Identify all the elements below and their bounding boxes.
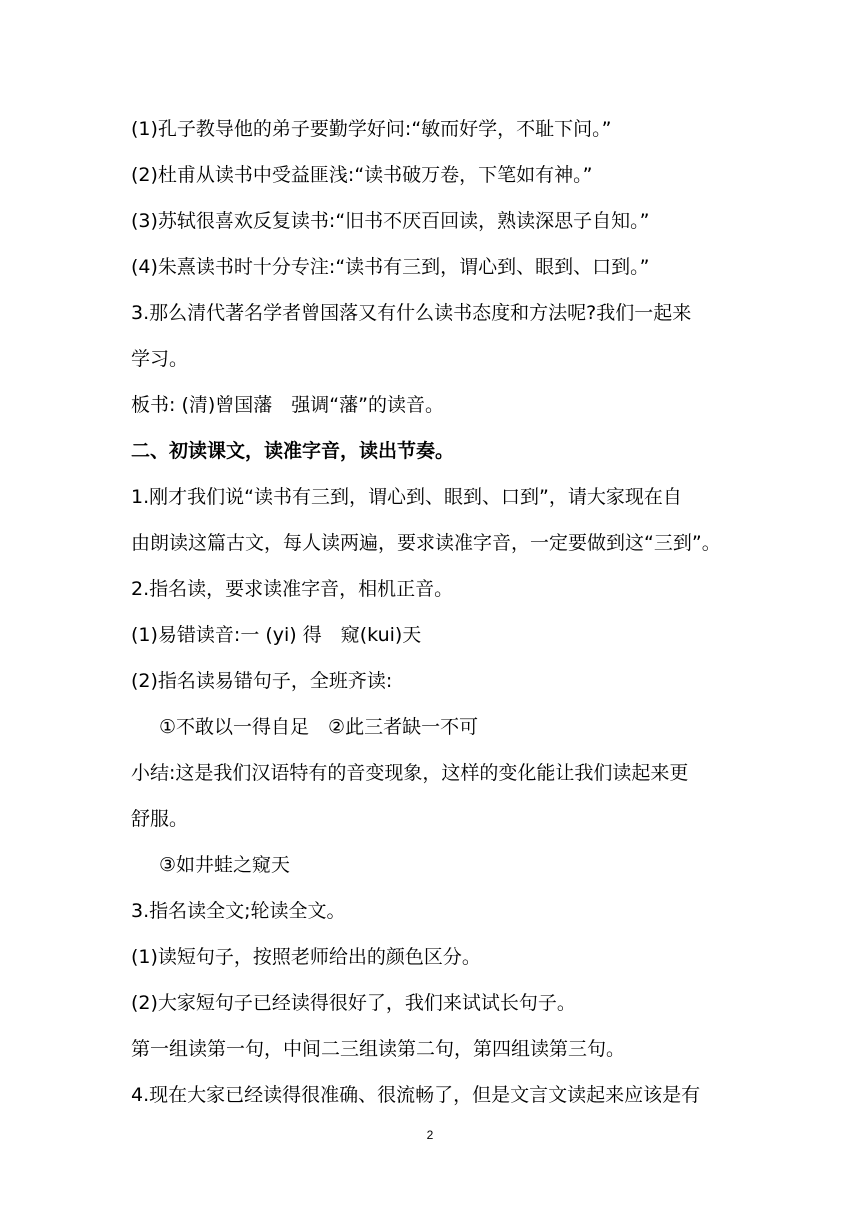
page-number: 2 (426, 1128, 434, 1142)
paragraph-line: 4.现在大家已经读得很准确、很流畅了，但是文言文读起来应该是有 (131, 1084, 701, 1106)
paragraph-line: (2)大家短句子已经读得很好了，我们来试试长句子。 (131, 992, 576, 1014)
paragraph-line: 学习。 (131, 348, 189, 370)
paragraph-line: ①不敢以一得自足 ②此三者缺一不可 (159, 716, 479, 738)
paragraph-line: (4)朱熹读书时十分专注:“读书有三到，谓心到、眼到、口到。” (131, 256, 650, 278)
paragraph-line: 3.指名读全文;轮读全文。 (131, 900, 346, 922)
paragraph-line: (1)读短句子，按照老师给出的颜色区分。 (131, 946, 481, 968)
section-heading: 二、初读课文，读准字音，读出节奏。 (131, 440, 455, 462)
paragraph-line: 3.那么清代著名学者曾国落又有什么读书态度和方法呢?我们一起来 (131, 302, 692, 324)
paragraph-line: (2)杜甫从读书中受益匪浅:“读书破万卷，下笔如有神。” (131, 164, 593, 186)
paragraph-line: 1.刚才我们说“读书有三到，谓心到、眼到、口到”，请大家现在自 (131, 486, 682, 508)
paragraph-line: 2.指名读，要求读准字音，相机正音。 (131, 578, 454, 600)
paragraph-line: 舒服。 (131, 808, 189, 830)
paragraph-line: (3)苏轼很喜欢反复读书:“旧书不厌百回读，熟读深思子自知。” (131, 210, 650, 232)
paragraph-line: (1)孔子教导他的弟子要勤学好问:“敏而好学，不耻下问。” (131, 118, 612, 140)
paragraph-line: 由朗读这篇古文，每人读两遍，要求读准字音，一定要做到这“三到”。 (131, 532, 721, 554)
paragraph-line: 板书: (清)曾国藩 强调“藩”的读音。 (131, 394, 444, 416)
paragraph-line: (1)易错读音:一 (yi) 得 窥(kui)天 (131, 624, 422, 646)
document-body (131, 106, 731, 1118)
paragraph-line: 小结:这是我们汉语特有的音变现象，这样的变化能让我们读起来更 (131, 762, 689, 784)
paragraph-line: (2)指名读易错句子，全班齐读: (131, 670, 393, 692)
paragraph-line: ③如井蛙之窥天 (159, 854, 291, 876)
paragraph-line: 第一组读第一句，中间二三组读第二句，第四组读第三句。 (131, 1038, 626, 1060)
